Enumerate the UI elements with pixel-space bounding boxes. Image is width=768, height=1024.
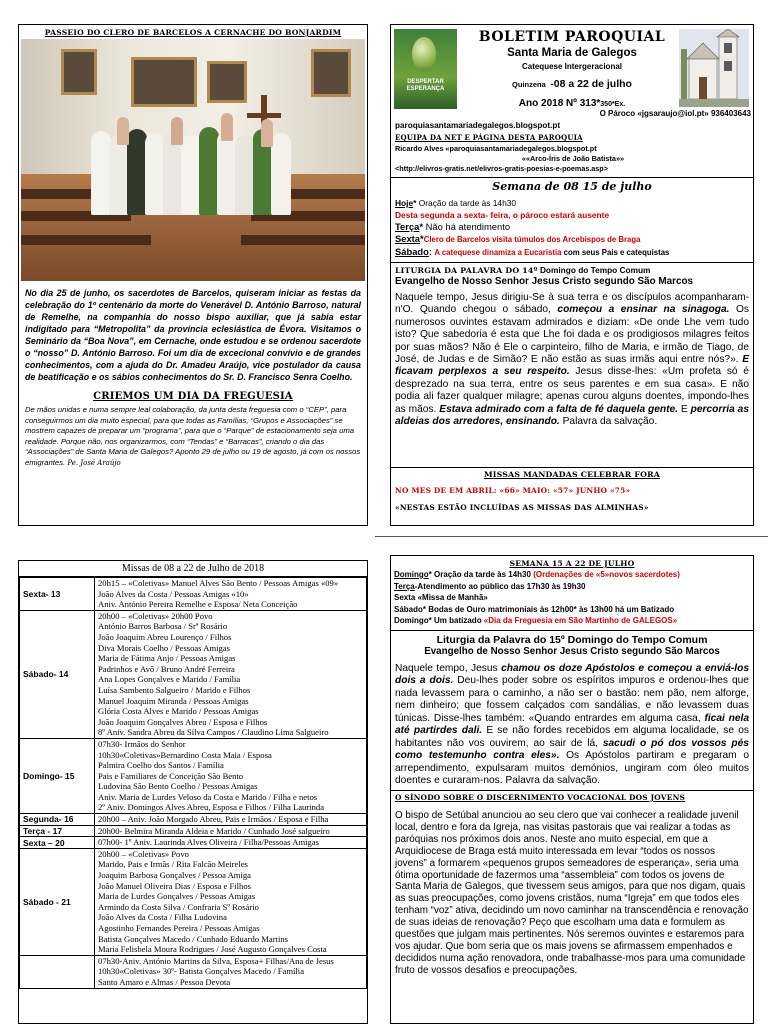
week2-day: Terça [394, 581, 415, 591]
mass-intention: 20h15 – «Coletivas» Manuel Alves São Bento / Pessoas Amigas «09» [98, 578, 339, 588]
week2-row: Sábado* Bodas de Ouro matrimoniais às 12h00* às 13h00 há um Batizado [394, 604, 675, 614]
masses-entries [95, 738, 367, 813]
week2-row: Domingo* Oração da tarde às 14h30 (Ordenações de «5»novos sacerdotes) [394, 570, 680, 579]
masses-day: Domingo- 15 [20, 738, 95, 813]
week2-schedule [391, 568, 753, 627]
gospel-part: Os numerosos ouvintes estavam admirados e diziam: «De onde Lhe vem tudo isto? Que sabedoria é esta que Lhe foi dada e os prodigiosos milagres feitos por suas mãos? Não é Ele o carpinteiro, filho de Maria, e irmão de Tiago, de José, de Judas e de Simão? E não estão as suas irmãs aqui entre nós?». [395, 304, 749, 366]
gospel-emphasis: ficai nela até partirdes dali. [395, 712, 749, 737]
week-text: Clero de Barcelos visita túmulos dos Arcebispos de Braga [423, 235, 641, 244]
gospel-part: Naquele tempo, Jesus [395, 662, 498, 674]
masses-row [20, 610, 367, 738]
masses-row [20, 848, 367, 955]
bulletin-header-panel [390, 24, 754, 526]
week2-text: Um batizado [434, 616, 484, 626]
masses-day [20, 955, 95, 988]
masses-day: Sábado - 21 [20, 848, 95, 955]
masses-day: Sexta – 20 [20, 837, 95, 849]
blog-link[interactable]: paroquiasantamariadegalegos.blogspot.pt [395, 121, 561, 130]
cover-image [394, 29, 457, 109]
mass-intention: 20h00 – Aniv. João Morgado Abreu, Pais e Irmãos / Esposa e Filha [98, 814, 329, 825]
subtitle: Catequese Intergeracional [521, 62, 623, 71]
copies: 350*Ex. [600, 101, 626, 108]
gospel-text [395, 292, 749, 428]
mass-intention: Maria de Fátima Anjo / Pessoas Amigas [98, 653, 236, 664]
liturgy15-title: Liturgia da Palavra do 15º Domingo do Tempo Comum [436, 633, 708, 646]
mass-intention: 20h00- Belmira Miranda Aldeia e Marido / Cunhado José salgueiro [98, 825, 330, 836]
gospel-emphasis: sacudi o pó dos vossos pés como testemunho contra eles». [395, 737, 749, 762]
week-text-tail: com seus Pais e catequistas [561, 248, 670, 257]
masses-title: Missas de 08 a 22 de Julho de 2018 [19, 561, 367, 577]
mass-intention: João Alves da Costa / Pessoas Amigas «10» [98, 588, 249, 599]
synod-text: O bispo de Setúbal anunciou ao seu clero que vai conhecer a realidade juvenil local, dentro e fora da Igreja, nas visitas pastorais que vai realizar a todas as paróquias nos próximos dois anos. Neste ano muito especial, em que a Arquidiocese de Braga está muito interessada em levar “todos os nossos jovens” a formarem «pequenos grupos semeadores de esperança», seria uma ótima oportunidade de fazermos uma “assembleia” com todos os jovens de Santa Maria de Galegos, que tivessem seus amigos, para que nos digam, quais as suas preocupações, como jovens cristãos, numa “Igreja” em que todos eles tenham “voz” ativa, decidindo um novo caminhar na transcendência e renovação de suas ideias de renovação? Peço que escolham uma data e formulem as questões que julgam mais pertinentes. Nós seremos ouvintes e estaremos para vos ajudar. Que bom seria que os mais jovens se afirmassem empenhados e decididos numa ação renovadora, onde trabalhasse-mos para uma comunidade fruto de vossos desafios e preocupações. [395, 809, 749, 976]
week2-day: Sexta [394, 593, 416, 603]
week2-text: Oração da tarde às 14h30 [434, 570, 534, 579]
masses-entries [95, 955, 367, 988]
week2-text: -Atendimento ao público das 17h30 às 19h30 [414, 581, 586, 591]
gospel-emphasis: percorria as aldeias dos arredores, ensinando. [395, 403, 749, 428]
fortnight-label: Quinzena [512, 80, 546, 89]
week-text: Não há atendimento [425, 221, 511, 232]
team-line-2: ««Arco-Íris de João Batista»» [521, 154, 625, 163]
week-liturgy-panel [390, 555, 754, 1024]
mass-intention: João Alves da Costa / Filha Ludovina [98, 912, 227, 923]
mass-intention: Agostinho Fernandes Pereira / Pessoas Amigas [98, 923, 260, 933]
cover-text: DESPERTAR ESPERANÇA [406, 79, 445, 92]
gospel-part: Os Apóstolos partiram e pregaram o arrependimento, expulsaram muitos demónios, ungiram com óleo muitos doentes e curaram-nos. Palavra da salvação. [395, 750, 749, 787]
week-row-hoje: Hoje* Oração da tarde às 14h30 [395, 198, 517, 208]
mass-intention: Maria de Lurdes Gonçalves / Pessoas Amigas [98, 891, 256, 902]
mass-intention: Padrinhos e Avô / Bruno André Ferreira [98, 663, 235, 674]
mass-intention: 20h00 – «Coletivas» 20h00 Povo [98, 610, 213, 621]
masses-entries [95, 610, 367, 738]
mass-intention: 07h30- Irmãos do Senhor [98, 738, 186, 749]
priest-contact: O Pároco «jgsaraujo@iol.pt» 936403643 [599, 109, 751, 118]
liturgy-sunday: Domingo do Tempo Comum [539, 265, 651, 275]
week2-text: «Missa de Manhã» [417, 593, 488, 603]
trip-article: No dia 25 de junho, os sacerdotes de Barcelos, quiseram iniciar as festas da celebração do 1º centenário da morte do Venerável D. António Barroso, natural de Remelhe, na companhia do nosso bispo auxiliar, que já sabia estar indigitado para “Metropolita” da província eclesiástica de Évora. Visitamos o Seminário da “Boa Nova”, em Cernache, onde estudou e se ordenou sacerdote o “nosso” D. António Barroso. Foi um dia de excecional convívio e de grandes conhecimentos, com a ajuda do Dr. Amadeu Araújo, vice postulador da causa de beatificação e os sábios conhecimentos do Sr. D. Francisco Senra Coelho. [25, 288, 361, 382]
masses-table [19, 577, 367, 989]
mass-intention: Aniv. Maria de Lurdes Veloso da Costa e Marido / Filha e netos [98, 791, 318, 802]
fortnight-dates: -08 a 22 de julho [550, 78, 632, 90]
masses-row [20, 837, 367, 849]
mass-intention: 2º Aniv. Domingos Alves Abreu, Esposa e Filhos / Filha Laurinda [98, 802, 325, 813]
gospel-part: E [680, 403, 688, 415]
mass-intention: Glória Costa Alves e Marido / Pessoas Amigas [98, 706, 259, 717]
mass-intention: Ludovina São Bento Coelho / Pessoas Amigas [98, 781, 258, 792]
liturgy-label: LITURGIA DA PALAVRA DO 14º [395, 266, 538, 275]
week-text: A catequese dinamiza a Eucaristia [434, 248, 562, 257]
mass-intention: Aniv. António Pereira Remelhe e Esposa/ Neta Conceição [98, 599, 298, 610]
mass-intention: 10h30«Coletivas»Bernardino Costa Maia / Esposa [98, 749, 272, 760]
mass-intention: 07h00- 1º Aniv. Laurinda Alves Oliveira / Filha/Pessoas Amigas [98, 837, 319, 848]
masses-entries [95, 837, 367, 849]
requests-title: MISSAS MANDADAS CELEBRAR FORA [483, 470, 661, 479]
liturgy-title [395, 265, 751, 275]
masses-entries [95, 578, 367, 611]
mass-intention: 10h30«Coletivas» 30º- Batista Gonçalves Macedo / Família [98, 966, 305, 977]
fortnight-line [461, 74, 683, 92]
mass-intention: Santo Amaro e Almas / Pessoa Devota [98, 976, 231, 987]
photo-title: PASSEIO DO CLERO DE BARCELOS A CERNACHE DO BONJARDIM [44, 28, 342, 37]
gospel15-title: Evangelho de Nosso Senhor Jesus Cristo segundo São Marcos [424, 645, 720, 657]
week-day: Hoje [395, 198, 414, 208]
gospel-emphasis: chamou os doze Apóstolos e começou a enviá-los dois a dois. [395, 662, 749, 687]
requests-counts: NO MES DE EM ABRIL: «66» MAIO: «57» JUNHO «75» [395, 486, 631, 495]
gospel-part: Jesus disse-lhes: «Um profeta só é desprezado na sua terra, entre os seus parentes e em sua casa». E não podia ali fazer qualquer milagre; apenas curou alguns doentes, impondo-lhes as mãos. [395, 366, 749, 415]
mass-intention: Palmira Coelho dos Santos / Família [98, 760, 224, 771]
requests-note: «NESTAS ESTÃO INCLUÍDAS AS MISSAS DAS ALMINHAS» [395, 503, 649, 512]
week-day: Sábado [395, 246, 429, 257]
gospel-title: Evangelho de Nosso Senhor Jesus Cristo segundo São Marcos [395, 276, 693, 287]
clergy-group-photo [21, 39, 365, 281]
week2-text: Bodas de Ouro matrimoniais às 12h00* às 13h00 há um Batizado [428, 604, 675, 614]
masses-day: Sábado- 14 [20, 610, 95, 738]
mass-intention: Luísa Sambento Salgueiro / Marido e Filhos [98, 684, 251, 695]
week-title: Semana de 08 15 de julho [492, 180, 652, 193]
masses-row [20, 955, 367, 988]
mass-intention: 07h30-Aniv. António Martins da Silva, Esposa+ Filhas/Ana de Jesus [98, 955, 334, 966]
week-schedule [395, 197, 751, 259]
masses-row [20, 738, 367, 813]
mass-intention: Armindo da Costa Silva / Confraria Sº Rosário [98, 901, 259, 912]
gospel-emphasis: começou a ensinar na sinagoga. [557, 304, 730, 316]
team-title: EQUIPA DA NET E PÁGINA DESTA PAROQUIA [395, 133, 583, 142]
masses-row [20, 814, 367, 826]
freguesia-text: De mãos unidas e numa sempre leal colaboração, da junta desta freguesia com o “CEP”, para conseguirmos um dia muito especial, para que todas as Famílias, “Grupos e Associações” se mostrem capazes de preparar um “programa”, para que o “Parque” de estacionamento seja uma realidade. Porque não, nos organizarmos, com “Tendas” e “Barracas”, criando o dia das “Associações” de Santa Maria de Galegos? Aponto 29 de julho ou 19 de agosto, já com os nossos emigrantes. [25, 405, 361, 467]
mass-intention: Manuel Joaquim Miranda / Pessoas Amigas [98, 695, 249, 706]
divider-line [375, 536, 768, 537]
masses-day: Segunda- 16 [20, 814, 95, 826]
masses-day: Sexta- 13 [20, 578, 95, 611]
week-day: Terça [395, 221, 420, 232]
freguesia-section-title: CRIEMOS UM DIA DA FREGUESIA [93, 391, 293, 402]
mass-intention: João Manuel Oliveira Dias / Esposa e Filhos [98, 880, 251, 891]
masses-row [20, 578, 367, 611]
mass-intention: 20h00 – «Coletivas» Povo [98, 848, 189, 859]
week2-title: SEMANA 15 A 22 DE JULHO [509, 559, 635, 568]
masses-panel [18, 560, 368, 1024]
week-row-terca: Terça* Não há atendimento [395, 221, 511, 232]
gospel15-text [391, 657, 753, 788]
mass-intention: Ana Lopes Gonçalves e Marido / Família [98, 674, 241, 685]
mass-intention: João Joaquim Abreu Lourenço / Filhos [98, 631, 232, 642]
mass-intention: João Joaquim Gonçalves Abreu / Esposa e Filhos [98, 716, 268, 727]
mass-intention: António Barros Barbosa / Srª Rosário [98, 621, 228, 632]
mass-intention: Maria Felisbela Moura Rodrigues / José Augusto Gonçalves Costa [98, 944, 327, 955]
mass-intention: Joaquim Barbosa Gonçalves / Pessoa Amiga [98, 870, 251, 881]
mass-intention: Marido, Pais e Irmãs / Rita Falcão Meireles [98, 859, 248, 870]
gospel-emphasis: E ficavam perplexos a seu respeito. [395, 354, 749, 378]
synod-title: O SÍNODO SOBRE O DISCERNIMENTO VOCACIONAL DOS JOVENS [395, 792, 686, 802]
church-image [679, 29, 749, 107]
gospel-part: Palavra da salvação. [562, 416, 658, 428]
week2-row [394, 581, 750, 593]
week2-day: Sábado [394, 604, 423, 614]
week-row-absent: Desta segunda a sexta- feira, o pároco estará ausente [395, 210, 610, 220]
gospel-part: Deu-lhes poder sobre os espíritos impuros e ordenou-lhes que nada levassem para o caminho, a não ser o bastão: nem pão, nem alforge, nem dinheiro; que fossem calçados com sandálias, e não levassem duas túnicas. Disse-lhes também: «Quando entrardes em alguma casa, [395, 675, 749, 724]
week2-highlight: (Ordenações de «5»novos sacerdotes) [533, 570, 680, 579]
week-text: Oração da tarde às 14h30 [418, 198, 517, 208]
parish-name: Santa Maria de Galegos [507, 47, 637, 59]
week-row-sabado: Sábado: A catequese dinamiza a Eucaristia com seus Pais e catequistas [395, 246, 670, 257]
week2-day: Domingo [394, 616, 429, 626]
masses-day: Terça - 17 [20, 825, 95, 837]
masses-entries [95, 848, 367, 955]
week-row-sexta: Sexta*Clero de Barcelos visita túmulos dos Arcebispos de Braga [395, 233, 641, 244]
masses-entries [95, 825, 367, 837]
freguesia-section-text [19, 402, 367, 468]
masses-row [20, 825, 367, 837]
photo-article-panel [18, 24, 368, 526]
gospel-emphasis: Estava admirado com a falta de fé daquela gente. [439, 403, 679, 415]
bulletin-title: BOLETIM PAROQUIAL [478, 29, 666, 45]
gospel-part: Naquele tempo, Jesus dirigiu-Se à sua terra e os discípulos acompanharam-n'O. Quando chegou o sábado, [395, 292, 749, 316]
mass-intention: 8º Aniv. Sandra Abreu da Silva Campos / Claudino Lima Salgueiro [98, 727, 329, 738]
masses-entries [95, 814, 367, 826]
mass-intention: Batista Gonçalves Macedo / Cunhado Eduardo Martins [98, 933, 288, 944]
week2-highlight: «Dia da Freguesia em São Martinho de GALEGOS» [483, 616, 678, 626]
mass-intention: Pais e Familiares de Conceição São Bento [98, 770, 244, 781]
week2-row [394, 592, 750, 604]
team-line-3: <http://elivros-gratis.net/elivros-gratis-poesias-e-poemas.asp> [395, 164, 608, 173]
week-day: Sexta [395, 233, 421, 244]
gospel-part: E se não fordes recebidos em alguma localidade, se os habitantes não vos ouvirem, ao sair de lá, [395, 725, 749, 749]
signature: Pe. José Araújo [67, 458, 121, 467]
team-line-1: Ricardo Alves «paroquiasantamariadegalegos.blogspot.pt [395, 144, 597, 153]
mass-intention: Diva Morais Coelho / Pessoas Amigas [98, 642, 231, 653]
week2-day: Domingo [394, 570, 429, 579]
issue-number: Ano 2018 Nº 313* [518, 98, 601, 109]
week2-row: Domingo* Um batizado «Dia da Freguesia em São Martinho de GALEGOS» [394, 616, 678, 626]
